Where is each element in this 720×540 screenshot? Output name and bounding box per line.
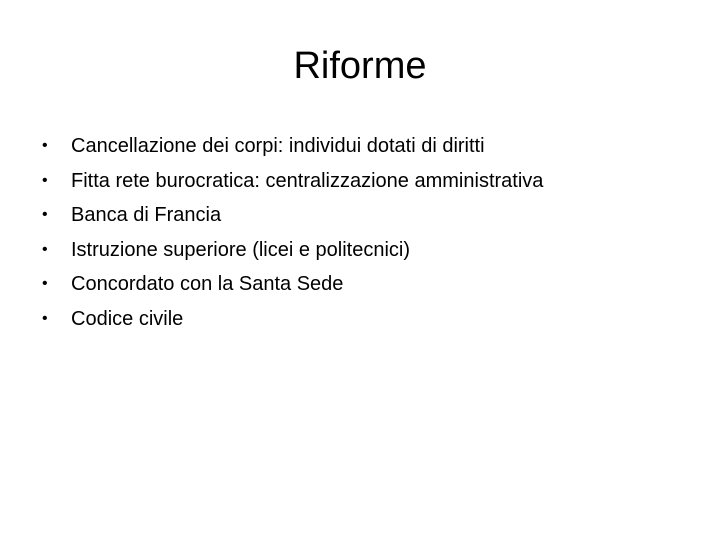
bullet-list xyxy=(42,129,702,336)
bullet-icon: • xyxy=(42,137,48,154)
list-item-text: Fitta rete burocratica: centralizzazione amministrativa xyxy=(71,169,544,192)
list-item-text: Codice civile xyxy=(71,307,184,330)
list-item xyxy=(42,233,702,268)
list-item xyxy=(42,302,702,337)
bullet-icon: • xyxy=(42,240,48,258)
bullet-icon: • xyxy=(42,309,48,327)
list-item xyxy=(42,267,702,302)
list-item xyxy=(42,198,702,233)
slide-title: Riforme xyxy=(293,45,427,87)
list-item xyxy=(42,129,702,164)
bullet-icon: • xyxy=(42,206,48,223)
list-item-text: Concordato con la Santa Sede xyxy=(71,273,344,295)
list-item-text: Cancellazione dei corpi: individui dotati di diritti xyxy=(71,135,485,157)
list-item-text: Istruzione superiore (licei e politecnici) xyxy=(71,238,411,261)
bullet-icon: • xyxy=(42,275,48,292)
list-item xyxy=(42,164,702,199)
list-item-text: Banca di Francia xyxy=(71,204,222,226)
bullet-icon: • xyxy=(42,171,48,189)
